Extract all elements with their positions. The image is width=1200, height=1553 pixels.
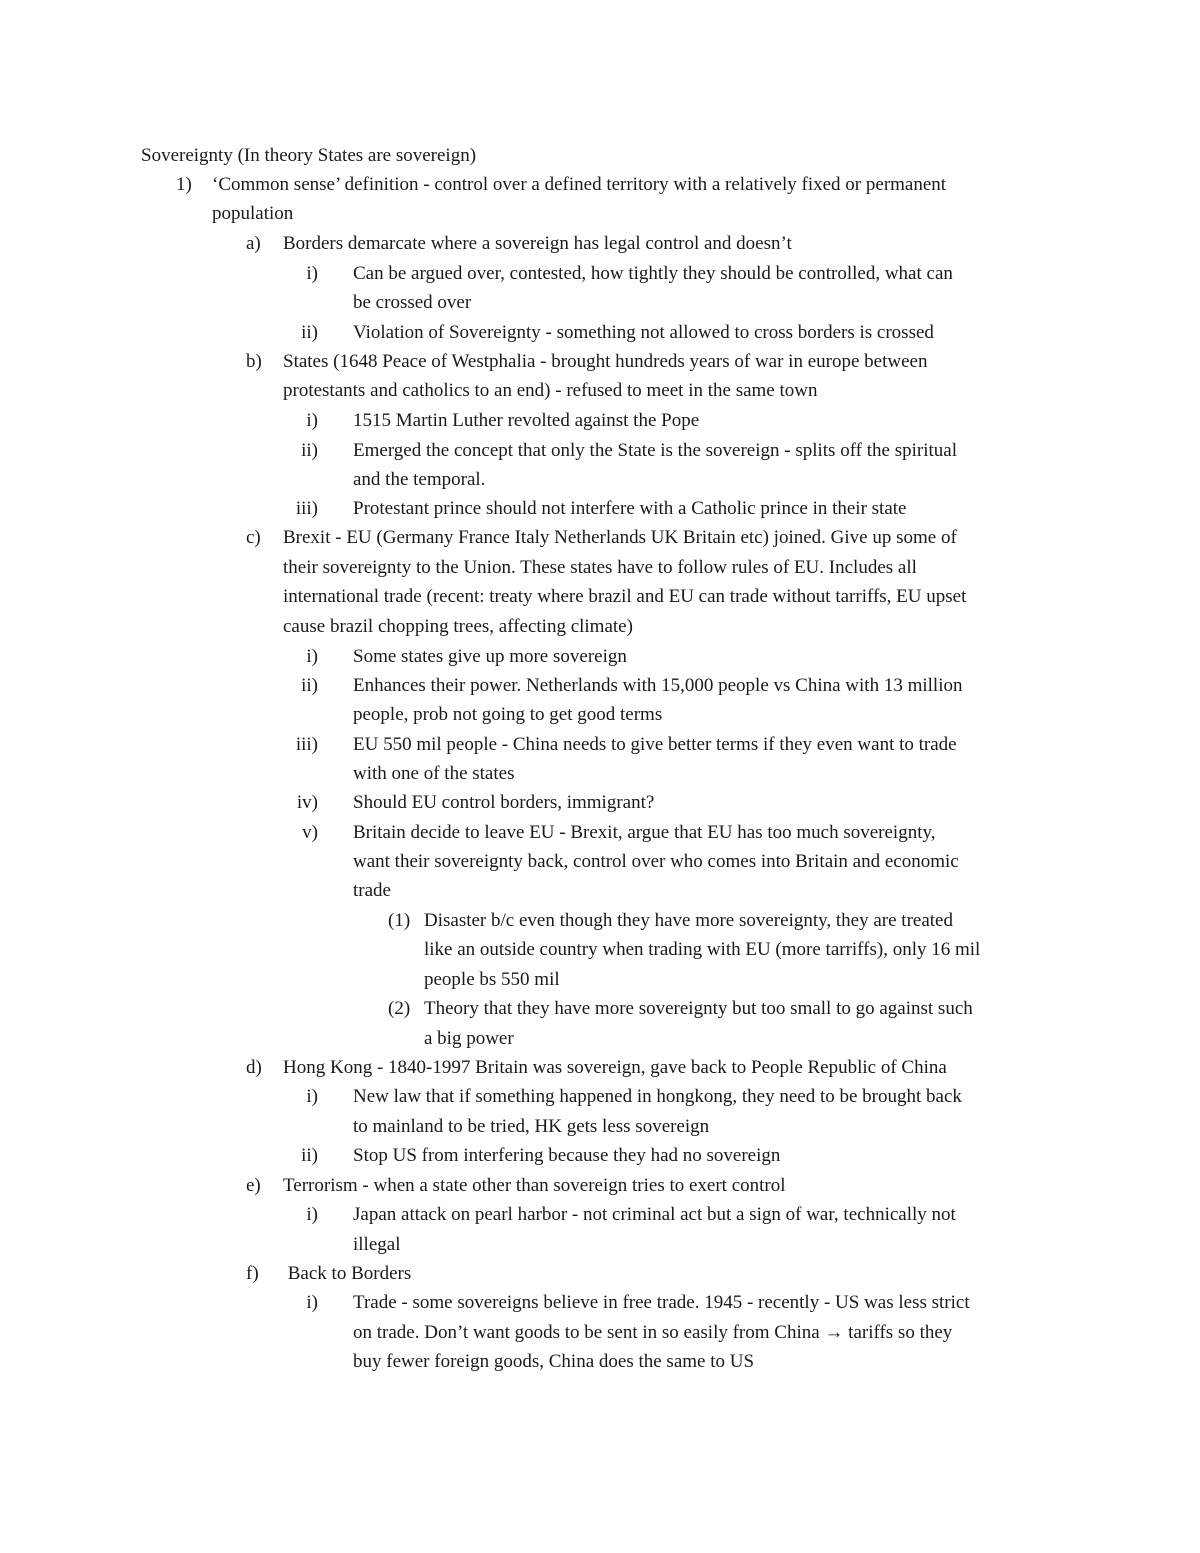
item-c-v-1-text-line: Disaster b/c even though they have more sovereignty, they are treated (424, 910, 953, 931)
item-d-ii-text-line: Stop US from interfering because they had no sovereign (353, 1145, 781, 1166)
item-c-v-text-line: Britain decide to leave EU - Brexit, argue that EU has too much sovereignty, (353, 822, 936, 843)
item-b-ii-text-line: and the temporal. (353, 469, 486, 490)
item-d-i-marker: i) (306, 1086, 318, 1107)
item-c-text-line: international trade (recent: treaty where brazil and EU can trade without tarriffs, EU upset (283, 586, 967, 607)
item-a-ii-text-line: Violation of Sovereignty - something not allowed to cross borders is crossed (353, 322, 934, 343)
item-c-iii-text-line: EU 550 mil people - China needs to give better terms if they even want to trade (353, 734, 957, 755)
item-b-ii-text-line: Emerged the concept that only the State is the sovereign - splits off the spiritual (353, 440, 957, 461)
item-a-i-text-line: be crossed over (353, 292, 472, 313)
item-b-i-text-line: 1515 Martin Luther revolted against the Pope (353, 410, 700, 431)
item-e-text-line: Terrorism - when a state other than sovereign tries to exert control (283, 1175, 786, 1196)
item-c-text-line: Brexit - EU (Germany France Italy Netherlands UK Britain etc) joined. Give up some of (283, 527, 957, 548)
item-b-iii-marker: iii) (295, 498, 318, 519)
item-a-i-marker: i) (306, 263, 318, 284)
item-c-marker: c) (246, 527, 261, 548)
item-f-i-marker: i) (306, 1292, 318, 1313)
item-1-marker: 1) (176, 174, 192, 195)
item-c-iii-marker: iii) (295, 734, 318, 755)
item-b-iii-text-line: Protestant prince should not interfere with a Catholic prince in their state (353, 498, 907, 519)
item-b-ii-marker: ii) (301, 440, 318, 461)
item-f-text-line: Back to Borders (283, 1263, 412, 1284)
item-d-text-line: Hong Kong - 1840-1997 Britain was sovereign, gave back to People Republic of China (283, 1057, 947, 1078)
item-c-v-2-text-line: Theory that they have more sovereignty but too small to go against such (424, 998, 973, 1019)
item-d-ii-marker: ii) (301, 1145, 318, 1166)
item-b-i-marker: i) (306, 410, 318, 431)
item-c-v-2-marker: (2) (388, 998, 411, 1019)
item-e-marker: e) (246, 1175, 261, 1196)
item-c-i-text-line: Some states give up more sovereign (353, 646, 627, 667)
item-b-text-line: States (1648 Peace of Westphalia - brought hundreds years of war in europe between (283, 351, 928, 372)
item-c-v-1-text-line: like an outside country when trading with EU (more tarriffs), only 16 mil (424, 939, 981, 960)
item-c-v-1-marker: (1) (388, 910, 411, 931)
item-c-text-line: cause brazil chopping trees, affecting climate) (283, 616, 633, 637)
item-f-i-text-line: buy fewer foreign goods, China does the same to US (353, 1351, 755, 1372)
item-c-v-2-text-line: a big power (424, 1028, 514, 1049)
item-d-i-text-line: to mainland to be tried, HK gets less sovereign (353, 1116, 710, 1137)
item-c-i-marker: i) (306, 646, 318, 667)
item-c-v-text-line: trade (353, 880, 391, 901)
item-b-text-line: protestants and catholics to an end) - refused to meet in the same town (283, 380, 818, 401)
item-c-ii-marker: ii) (301, 675, 318, 696)
item-c-v-text-line: want their sovereignty back, control over who comes into Britain and economic (353, 851, 959, 872)
item-a-text-line: Borders demarcate where a sovereign has legal control and doesn’t (283, 233, 792, 254)
item-a-ii-marker: ii) (301, 322, 318, 343)
item-c-iv-text-line: Should EU control borders, immigrant? (353, 792, 655, 813)
item-1-text-line: ‘Common sense’ definition - control over a defined territory with a relatively fixed or permanent (212, 174, 947, 195)
item-c-v-marker: v) (302, 822, 318, 843)
item-f-marker: f) (246, 1263, 259, 1284)
document-title: Sovereignty (In theory States are sovereign) (141, 145, 477, 166)
item-d-marker: d) (246, 1057, 262, 1078)
item-f-i-text-line: Trade - some sovereigns believe in free trade. 1945 - recently - US was less strict (353, 1292, 970, 1313)
item-c-v-1-text-line: people bs 550 mil (424, 969, 560, 990)
item-d-i-text-line: New law that if something happened in hongkong, they need to be brought back (353, 1086, 962, 1107)
item-c-iv-marker: iv) (296, 792, 318, 813)
item-c-iii-text-line: with one of the states (353, 763, 515, 784)
item-e-i-text-line: Japan attack on pearl harbor - not criminal act but a sign of war, technically not (353, 1204, 956, 1225)
item-e-i-marker: i) (306, 1204, 318, 1225)
item-e-i-text-line: illegal (353, 1234, 401, 1255)
item-a-marker: a) (246, 233, 261, 254)
item-c-ii-text-line: people, prob not going to get good terms (353, 704, 663, 725)
item-c-ii-text-line: Enhances their power. Netherlands with 15,000 people vs China with 13 million (353, 675, 963, 696)
item-f-i-text-line: on trade. Don’t want goods to be sent in so easily from China → tariffs so they (353, 1322, 953, 1343)
item-a-i-text-line: Can be argued over, contested, how tightly they should be controlled, what can (353, 263, 953, 284)
item-c-text-line: their sovereignty to the Union. These states have to follow rules of EU. Includes all (283, 557, 917, 578)
item-b-marker: b) (246, 351, 262, 372)
item-1-text-line: population (212, 203, 294, 224)
